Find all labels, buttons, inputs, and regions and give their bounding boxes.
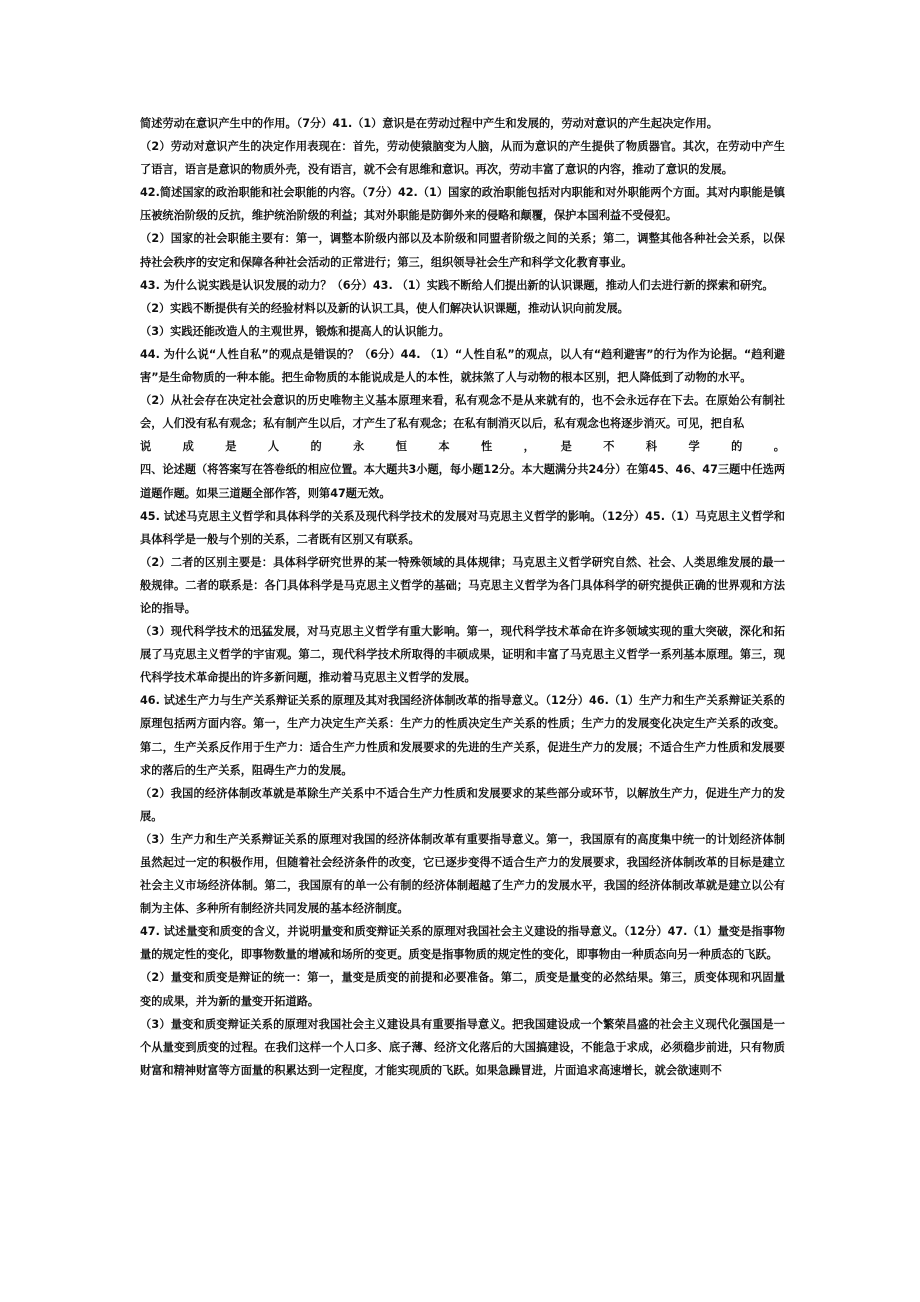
paragraph-q47-part3: （3）量变和质变辩证关系的原理对我国社会主义建设具有重要指导意义。把我国建设成一个繁荣昌盛的社会主义现代化强国是一个从量变到质变的过程。在我们这样一个人口多、底子薄、经济文化落后的大国搞建设，不能急于求成，必须稳步前进，只有物质财富和精神财富等方面量的积累达到一定程度，才能实现质的飞跃。如果急躁冒进，片面追求高速增长，就会欲速则不 — [140, 1017, 785, 1077]
paragraph-q47-part2: （2）量变和质变是辩证的统一：第一，量变是质变的前提和必要准备。第二，质变是量变的必然结果。第三，质变体现和巩固量变的成果，并为新的量变开拓道路。 — [140, 971, 785, 1008]
paragraph-q47-intro: 47. 试述量变和质变的含义，并说明量变和质变辩证关系的原理对我国社会主义建设的指导意义。（12分）47.（1）量变是指事物量的规定性的变化，即事物数量的增减和场所的变更。质变是指事物质的规定性的变化，即事物由一种质态向另一种质态的飞跃。 — [140, 925, 785, 962]
paragraph-q43-part3: （3）实践还能改造人的主观世界，锻炼和提高人的认识能力。 — [140, 324, 450, 338]
paragraph-q41-intro: 简述劳动在意识产生中的作用。（7分）41.（1）意识是在劳动过程中产生和发展的，劳动对意识的产生起决定作用。 — [140, 117, 718, 130]
paragraph-q45-intro: 45. 试述马克思主义哲学和具体科学的关系及现代科学技术的发展对马克思主义哲学的影响。（12分）45.（1）马克思主义哲学和具体科学是一般与个别的关系，二者既有区别又有联系。 — [140, 509, 785, 546]
document-page — [140, 112, 785, 1082]
paragraph-q44-conclusion: 说 成 是 人 的 永 恒 本 性 ， 是 不 科 学 的 。 — [140, 440, 785, 454]
paragraph-q46-part2: （2）我国的经济体制改革就是革除生产关系中不适合生产力性质和发展要求的某些部分或环节，以解放生产力，促进生产力的发展。 — [140, 786, 785, 823]
section-heading-essay: 四、论述题（将答案写在答卷纸的相应位置。本大题共3小题，每小题12分。本大题满分共24分）在第45、46、47三题中任选两道题作题。如果三道题全部作答，则第47题无效。 — [140, 463, 786, 500]
paragraph-q42-part2: （2）国家的社会职能主要有：第一，调整本阶级内部以及本阶级和同盟者阶级之间的关系；第二，调整其他各种社会关系，以保持社会秩序的安定和保障各种社会活动的正常进行；第三，组织领导社会生产和科学文化教育事业。 — [140, 232, 785, 269]
paragraph-q42-intro: 42.简述国家的政治职能和社会职能的内容。（7分）42.（1）国家的政治职能包括对内职能和对外职能两个方面。其对内职能是镇压被统治阶级的反抗，维护统治阶级的利益；其对外职能是防御外来的侵略和颠覆，保护本国利益不受侵犯。 — [140, 186, 785, 223]
paragraph-q43-part2: （2）实践不断提供有关的经验材料以及新的认识工具，使人们解决认识课题，推动认识向前发展。 — [140, 301, 629, 315]
paragraph-q41-part2: （2）劳动对意识产生的决定作用表现在：首先，劳动使猿脑变为人脑，从而为意识的产生提供了物质器官。其次，在劳动中产生了语言，语言是意识的物质外壳，没有语言，就不会有思维和意识。再次，劳动丰富了意识的内容，推动了意识的发展。 — [140, 140, 785, 177]
paragraph-q44-part2: （2）从社会存在决定社会意识的历史唯物主义基本原理来看，私有观念不是从来就有的，也不会永远存在下去。在原始公有制社会，人们没有私有观念；私有制产生以后，才产生了私有观念；在私有制消灭以后，私有观念也将逐步消灭。可见，把自私 — [140, 394, 785, 431]
paragraph-q46-intro: 46. 试述生产力与生产关系辩证关系的原理及其对我国经济体制改革的指导意义。（12分）46.（1）生产力和生产关系辩证关系的原理包括两方面内容。第一，生产力决定生产关系：生产力的性质决定生产关系的性质；生产力的发展变化决定生产关系的改变。第二，生产关系反作用于生产力：适合生产力性质和发展要求的先进的生产关系，促进生产力的发展；不适合生产力性质和发展要求的落后的生产关系，阻碍生产力的发展。 — [140, 694, 785, 777]
paragraph-q46-part3: （3）生产力和生产关系辩证关系的原理对我国的经济体制改革有重要指导意义。第一，我国原有的高度集中统一的计划经济体制虽然起过一定的积极作用，但随着社会经济条件的改变，它已逐步变得不适合生产力的发展要求，我国经济体制改革的目标是建立社会主义市场经济体制。第二，我国原有的单一公有制的经济体制超越了生产力的发展水平，我国的经济体制改革就是建立以公有制为主体、多种所有制经济共同发展的基本经济制度。 — [140, 832, 785, 916]
paragraph-q43-intro: 43. 为什么说实践是认识发展的动力？（6分）43. （1）实践不断给人们提出新的认识课题，推动人们去进行新的探索和研究。 — [140, 278, 774, 292]
paragraph-q44-intro: 44. 为什么说“人性自私”的观点是错误的？（6分）44. （1）“人性自私”的观点，以人有“趋利避害”的行为作为论据。“趋利避害”是生命物质的一种本能。把生命物质的本能说成是人的本性，就抹煞了人与动物的根本区别，把人降低到了动物的水平。 — [140, 347, 785, 385]
paragraph-q45-part3: （3）现代科学技术的迅猛发展，对马克思主义哲学有重大影响。第一，现代科学技术革命在许多领域实现的重大突破，深化和拓展了马克思主义哲学的宇宙观。第二，现代科学技术所取得的丰硕成果，证明和丰富了马克思主义哲学一系列基本原理。第三，现代科学技术革命提出的许多新问题，推动着马克思主义哲学的发展。 — [140, 625, 785, 685]
paragraph-q45-part2: （2）二者的区别主要是：具体科学研究世界的某一特殊领域的具体规律；马克思主义哲学研究自然、社会、人类思维发展的最一般规律。二者的联系是：各门具体科学是马克思主义哲学的基础；马克思主义哲学为各门具体科学的研究提供正确的世界观和方法论的指导。 — [140, 555, 785, 615]
